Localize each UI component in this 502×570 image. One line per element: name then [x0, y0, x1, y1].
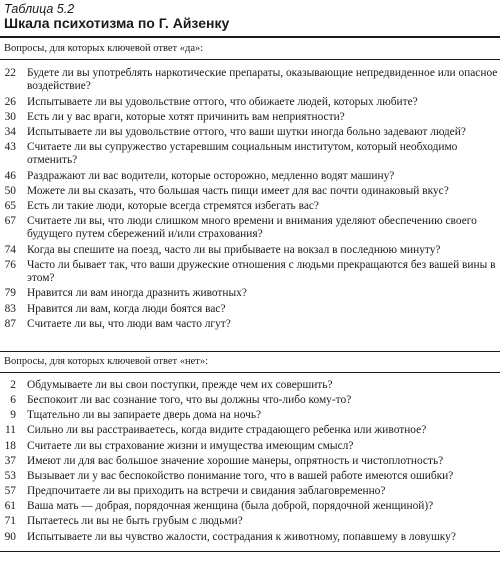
question-item [0, 259, 500, 286]
question-text: Вызывает ли у вас беспокойство понимание того, что в вашей работе имеются ошибки? [27, 469, 454, 482]
question-item [0, 287, 500, 300]
question-text: Предпочитаете ли вы приходить на встречи и свидания заблаговременно? [27, 485, 386, 498]
question-item [0, 379, 500, 392]
question-item [0, 200, 500, 213]
question-number: 87 [4, 317, 16, 330]
question-item [0, 96, 500, 109]
question-number: 43 [4, 141, 16, 154]
question-text: Часто ли бывает так, что ваши дружеские отношения с людьми прекращаются без вашей вины в этом? [27, 258, 496, 285]
question-text: Обдумываете ли вы свои поступки, прежде чем их совершить? [27, 379, 333, 391]
question-text: Когда вы спешите на поезд, часто ли вы прибываете на вокзал в последнюю минуту? [27, 243, 441, 256]
question-number: 30 [4, 110, 16, 123]
question-number: 11 [5, 424, 16, 437]
question-item [0, 244, 500, 257]
question-item [0, 215, 500, 242]
question-text: Будете ли вы употреблять наркотические препараты, оказывающие непредвиденное или опасное воздействие? [27, 67, 498, 93]
question-text: Беспокоит ли вас сознание того, что вы должны что-либо кому-то? [27, 394, 352, 407]
question-number: 22 [4, 67, 16, 79]
no-section-header: Вопросы, для которых ключевой ответ «нет»: [4, 356, 209, 367]
question-number: 90 [4, 530, 16, 543]
yes-header-rule [0, 59, 500, 60]
question-item [0, 470, 500, 483]
question-item [0, 394, 500, 407]
question-item [0, 455, 500, 468]
question-item [0, 185, 500, 198]
question-item [0, 531, 500, 544]
bottom-rule [0, 551, 500, 552]
yes-question-list [0, 67, 500, 333]
question-text: Имеют ли для вас большое значение хорошие манеры, опрятность и чистоплотность? [27, 454, 444, 467]
question-number: 76 [4, 258, 16, 271]
yes-section-header: Вопросы, для которых ключевой ответ «да»: [4, 43, 204, 54]
question-text: Раздражают ли вас водители, которые осторожно, медленно водят машину? [27, 169, 395, 182]
question-number: 67 [4, 215, 16, 228]
question-text: Испытываете ли вы удовольствие оттого, что ваши шутки иногда больно задевают людей? [27, 125, 466, 138]
question-number: 6 [10, 394, 16, 407]
question-item [0, 170, 500, 183]
question-number: 18 [4, 439, 16, 452]
question-number: 34 [4, 125, 16, 138]
question-item [0, 424, 500, 437]
question-item [0, 500, 500, 513]
question-text: Считаете ли вы супружество устаревшим социальным институтом, который необходимо отменить? [27, 141, 458, 167]
question-number: 83 [4, 302, 16, 315]
no-question-list [0, 379, 500, 546]
question-text: Можете ли вы сказать, что большая часть пищи имеет для вас почти одинаковый вкус? [27, 184, 449, 197]
question-number: 37 [4, 454, 16, 467]
question-number: 26 [4, 95, 16, 108]
table-title: Шкала психотизма по Г. Айзенку [4, 15, 230, 31]
question-text: Нравится ли вам иногда дразнить животных? [27, 287, 247, 300]
section-divider-rule [0, 351, 500, 352]
question-text: Тщательно ли вы запираете дверь дома на ночь? [27, 409, 262, 422]
question-item [0, 111, 500, 124]
question-item [0, 303, 500, 316]
top-rule [0, 36, 500, 38]
question-text: Испытываете ли вы удовольствие оттого, что обижаете людей, которых любите? [27, 95, 418, 108]
question-item [0, 485, 500, 498]
question-text: Есть ли такие люди, которые всегда стремятся избегать вас? [27, 199, 319, 212]
table-caption: Таблица 5.2 [4, 2, 75, 16]
question-item [0, 409, 500, 422]
question-number: 50 [4, 184, 16, 197]
question-text: Испытываете ли вы чувство жалости, сострадания к животному, попавшему в ловушку? [27, 530, 456, 543]
question-item [0, 318, 500, 331]
question-number: 53 [4, 469, 16, 482]
question-item [0, 141, 500, 168]
question-text: Нравится ли вам, когда люди боятся вас? [27, 302, 226, 315]
question-item [0, 440, 500, 453]
question-text: Считаете ли вы, что люди вам часто лгут? [27, 317, 231, 330]
question-text: Ваша мать — добрая, порядочная женщина (была доброй, порядочной женщиной)? [27, 500, 434, 513]
question-number: 9 [10, 409, 16, 422]
question-text: Пытаетесь ли вы не быть грубым с людьми? [27, 515, 243, 528]
question-item [0, 126, 500, 139]
question-item [0, 515, 500, 528]
question-number: 46 [4, 169, 16, 182]
question-text: Есть ли у вас враги, которые хотят причинить вам неприятности? [27, 110, 345, 123]
question-number: 2 [10, 379, 16, 391]
question-number: 74 [4, 243, 16, 256]
question-number: 71 [4, 515, 16, 528]
question-item [0, 67, 500, 94]
question-number: 65 [4, 199, 16, 212]
question-number: 61 [4, 500, 16, 513]
question-number: 57 [4, 485, 16, 498]
no-header-rule [0, 372, 500, 373]
question-text: Сильно ли вы расстраиваетесь, когда видите страдающего ребенка или животное? [27, 424, 427, 437]
question-text: Считаете ли вы страхование жизни и имущества имеющим смысл? [27, 439, 354, 452]
question-text: Считаете ли вы, что люди слишком много времени и внимания уделяют обеспечению своего будущего путем сбережений и/или страхования? [27, 215, 477, 241]
question-number: 79 [4, 287, 16, 300]
